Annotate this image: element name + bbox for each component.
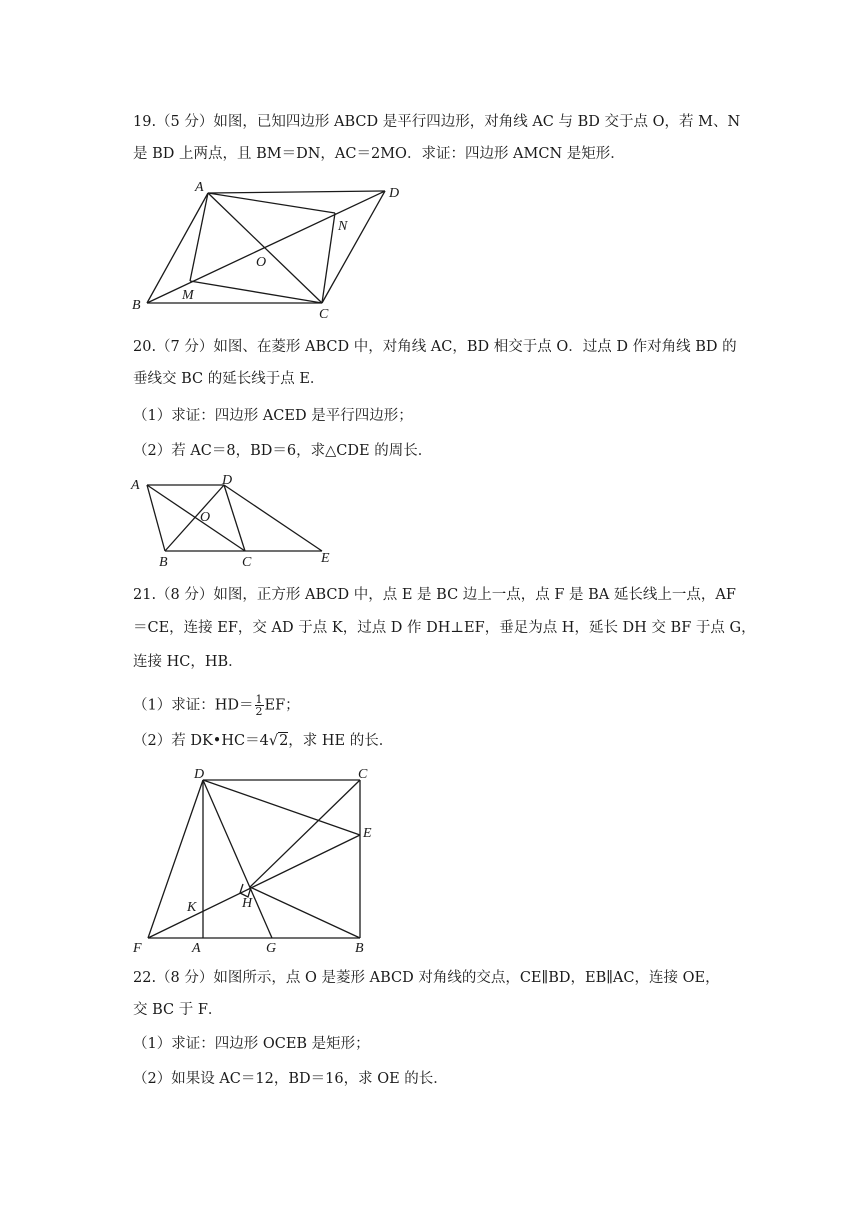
q21-label-d: D bbox=[194, 767, 205, 782]
q21-label-k: K bbox=[187, 900, 197, 915]
q21-label-h: H bbox=[242, 896, 253, 911]
sqrt-symbol: √ bbox=[268, 733, 279, 749]
q22-line-2: 交 BC 于 F． bbox=[133, 1002, 223, 1018]
q20-label-c: C bbox=[242, 555, 252, 570]
q21-line-2: ＝CE，连接 EF，交 AD 于点 K，过点 D 作 DH⊥EF，垂足为点 H，延长 DH 交 BF 于点 G， bbox=[133, 620, 756, 636]
q21-label-e: E bbox=[363, 826, 372, 841]
q20-label-d: D bbox=[222, 473, 233, 488]
q19-label-a: A bbox=[195, 180, 204, 195]
q21-label-c: C bbox=[358, 767, 368, 782]
q20-line-2: 垂线交 BC 的延长线于点 E． bbox=[133, 371, 325, 387]
q19-label-d: D bbox=[389, 186, 400, 201]
q21-part-1-prefix: （1）求证：HD＝ bbox=[133, 697, 254, 714]
q21-label-g: G bbox=[266, 941, 277, 956]
q20-part-1: （1）求证：四边形 ACED 是平行四边形； bbox=[133, 408, 413, 424]
q19-line-2: 是 BD 上两点，且 BM＝DN，AC＝2MO．求证：四边形 AMCN 是矩形． bbox=[133, 146, 625, 162]
q21-line-3: 连接 HC，HB． bbox=[133, 654, 243, 670]
q22-part-2: （2）如果设 AC＝12，BD＝16，求 OE 的长． bbox=[133, 1071, 448, 1087]
q21-fraction-numerator: 1 bbox=[255, 693, 263, 706]
q21-label-f: F bbox=[133, 941, 142, 956]
q19-label-o: O bbox=[256, 255, 267, 270]
q20-part-2: （2）若 AC＝8，BD＝6，求△CDE 的周长． bbox=[133, 443, 433, 459]
q21-sqrt-argument: 2 bbox=[279, 733, 289, 749]
q20-label-o: O bbox=[200, 510, 211, 525]
q20-line-1: 20.（7 分）如图、在菱形 ABCD 中，对角线 AC，BD 相交于点 O．过点 D 作对角线 BD 的 bbox=[133, 339, 737, 355]
q20-label-b: B bbox=[159, 555, 168, 570]
q19-label-c: C bbox=[319, 307, 329, 322]
q19-label-m: M bbox=[182, 288, 194, 303]
q20-label-e: E bbox=[321, 551, 330, 566]
q19-label-n: N bbox=[338, 219, 348, 234]
q22-line-1: 22.（8 分）如图所示，点 O 是菱形 ABCD 对角线的交点，CE∥BD，EB∥AC，连接 OE， bbox=[133, 970, 720, 986]
q21-label-b: B bbox=[355, 941, 364, 956]
q21-part-2-suffix: ，求 HE 的长． bbox=[288, 733, 394, 749]
q19-label-b: B bbox=[132, 298, 141, 313]
q21-line-1: 21.（8 分）如图，正方形 ABCD 中，点 E 是 BC 边上一点，点 F 是 BA 延长线上一点，AF bbox=[133, 587, 736, 603]
q22-part-1: （1）求证：四边形 OCEB 是矩形； bbox=[133, 1036, 370, 1052]
q21-part-1-suffix: EF； bbox=[264, 697, 300, 714]
q21-part-2-prefix: （2）若 DK•HC＝4 bbox=[133, 733, 269, 749]
q20-label-a: A bbox=[131, 478, 140, 493]
q19-line-1: 19.（5 分）如图，已知四边形 ABCD 是平行四边形，对角线 AC 与 BD 交于点 O，若 M、N bbox=[133, 114, 741, 130]
q21-fraction-denominator: 2 bbox=[255, 705, 263, 718]
q21-label-a: A bbox=[192, 941, 201, 956]
